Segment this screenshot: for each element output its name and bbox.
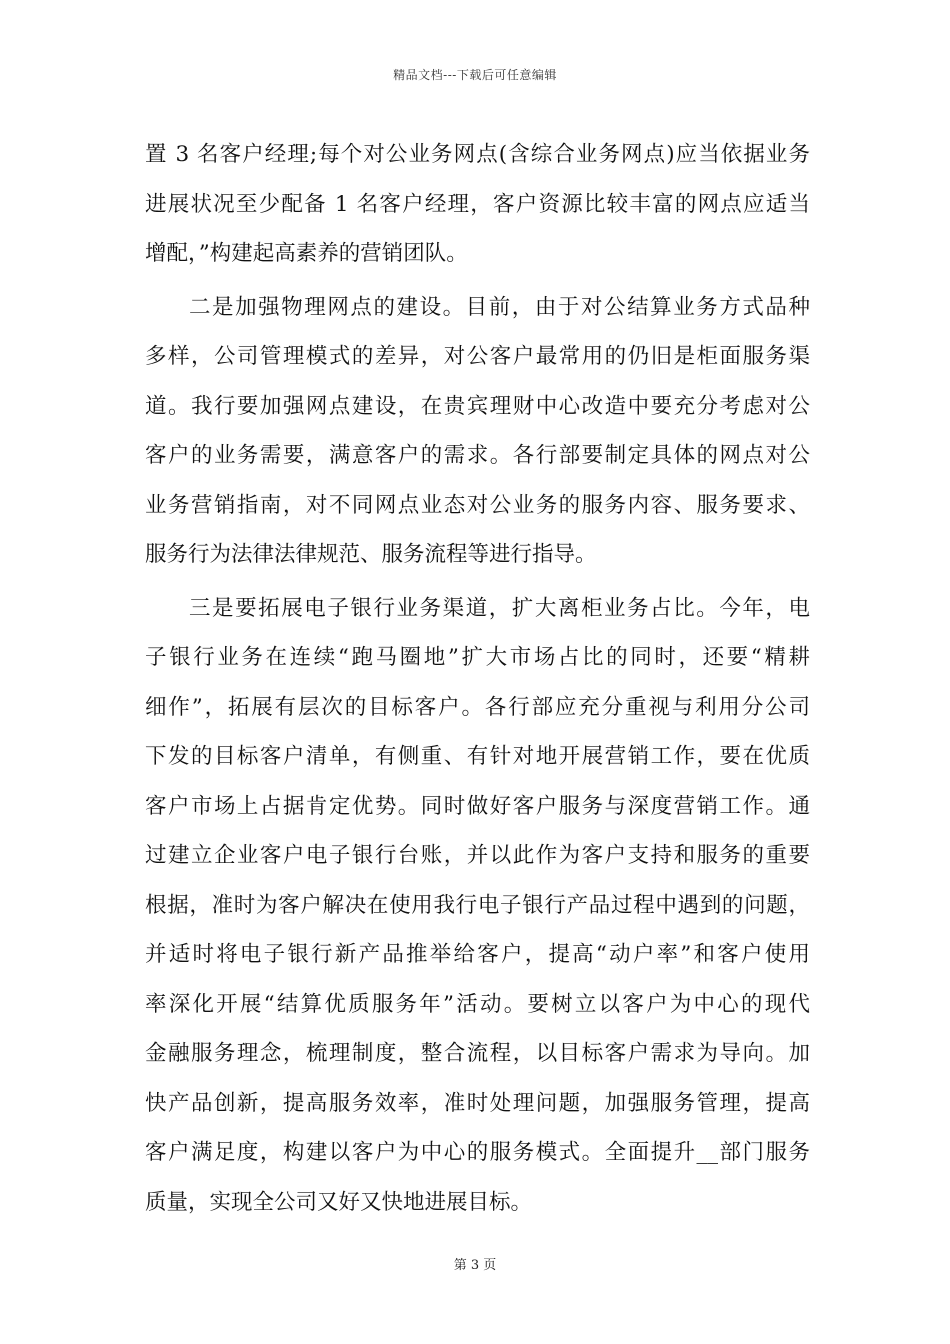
text-line: 细作”，拓展有层次的目标客户。各行部应充分重视与利用分公司 (145, 694, 810, 720)
text-line: 金融服务理念，梳理制度，整合流程，以目标客户需求为导向。加 (145, 1041, 810, 1066)
paragraph-e-banking (145, 584, 810, 1228)
paragraph-continuation (145, 130, 810, 279)
text-line: 置 3 名客户经理;每个对公业务网点(含综合业务网点)应当依据业务 (145, 142, 810, 167)
text-line: 过建立企业客户电子银行台账，并以此作为客户支持和服务的重要 (145, 843, 810, 868)
text-line: 率深化开展“结算优质服务年”活动。要树立以客户为中心的现代 (145, 991, 810, 1017)
paragraph-physical-outlets (145, 283, 810, 580)
text-line: 增配，”构建起高素养的营销团队。 (145, 241, 468, 266)
text-line: 客户满足度，构建以客户为中心的服务模式。全面提升__部门服务 (145, 1140, 810, 1165)
text-line: 并适时将电子银行新产品推举给客户，提高“动户率”和客户使用 (145, 942, 810, 967)
text-line: 道。我行要加强网点建设，在贵宾理财中心改造中要充分考虑对公 (145, 393, 810, 419)
text-line: 下发的目标客户清单，有侧重、有针对地开展营销工作，要在优质 (145, 744, 810, 769)
text-line: 质量，实现全公司又好又快地进展目标。 (145, 1189, 533, 1215)
text-line: 子银行业务在连续“跑马圈地”扩大市场占比的同时，还要“精耕 (145, 645, 810, 670)
text-line: 客户的业务需要，满意客户的需求。各行部要制定具体的网点对公 (145, 443, 810, 468)
text-line: 客户市场上占据肯定优势。同时做好客户服务与深度营销工作。通 (145, 793, 810, 819)
page-header: 精品文档---下载后可任意编辑 (393, 68, 557, 82)
text-line: 进展状况至少配备 1 名客户经理，客户资源比较丰富的网点应适当 (145, 191, 810, 217)
text-line: 多样，公司管理模式的差异，对公客户最常用的仍旧是柜面服务渠 (145, 344, 810, 369)
page-number: 第 3 页 (453, 1258, 497, 1273)
text-line: 三是要拓展电子银行业务渠道，扩大离柜业务占比。今年，电 (189, 595, 810, 621)
text-line: 快产品创新，提高服务效率，准时处理问题，加强服务管理，提高 (145, 1090, 810, 1116)
text-line: 根据，准时为客户解决在使用我行电子银行产品过程中遇到的问题， (145, 892, 810, 918)
text-line: 服务行为法律法律规范、服务流程等进行指导。 (145, 542, 597, 567)
text-line: 业务营销指南，对不同网点业态对公业务的服务内容、服务要求、 (145, 492, 810, 518)
text-line: 二是加强物理网点的建设。目前，由于对公结算业务方式品种 (189, 294, 810, 320)
document-body (145, 130, 810, 1227)
